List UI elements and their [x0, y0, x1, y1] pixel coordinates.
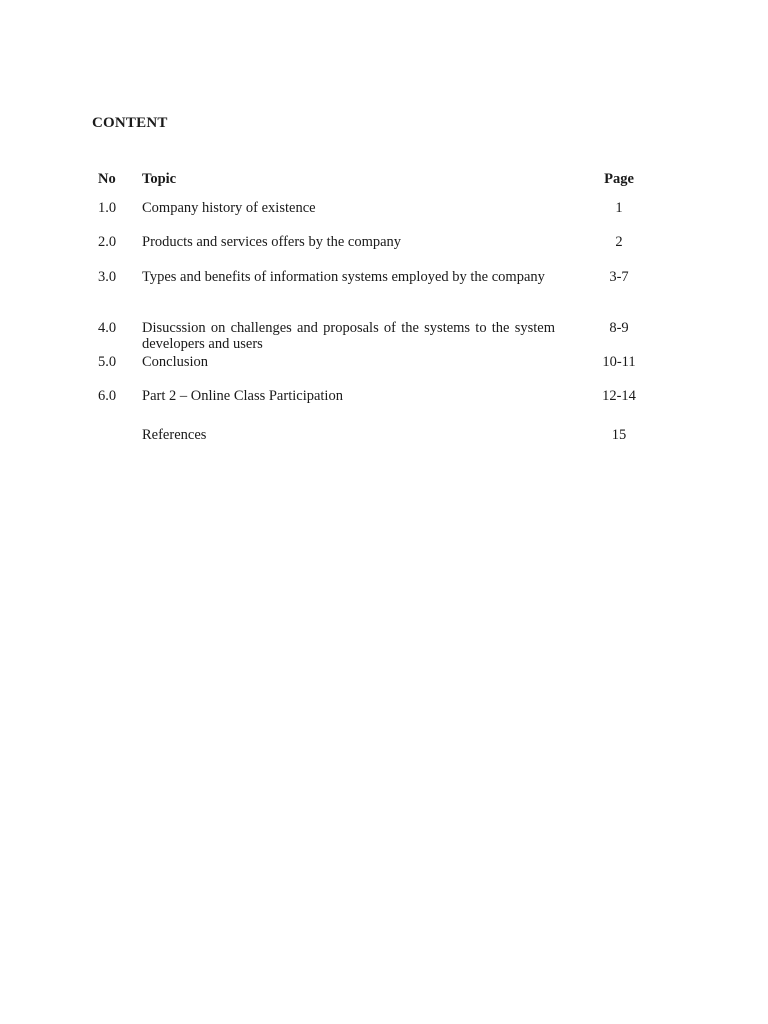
toc-topic: Types and benefits of information systems employed by the company — [142, 269, 545, 285]
toc-page: 12-14 — [602, 388, 636, 404]
toc-topic: Disucssion on challenges and proposals of the systems to the system developers and users — [142, 320, 555, 352]
toc-number: 5.0 — [98, 354, 117, 370]
toc-topic: Company history of existence — [142, 200, 316, 216]
toc-page: 8-9 — [609, 320, 629, 336]
column-header-no: No — [98, 171, 116, 187]
toc-page: 3-7 — [609, 269, 629, 285]
column-header-page: Page — [604, 171, 634, 187]
toc-topic: References — [142, 427, 207, 443]
toc-number: 2.0 — [98, 234, 117, 250]
toc-page: 15 — [611, 427, 627, 443]
toc-topic: Conclusion — [142, 354, 209, 370]
content-heading: CONTENT — [92, 115, 168, 131]
toc-number: 1.0 — [98, 200, 117, 216]
toc-number: 4.0 — [98, 320, 117, 336]
toc-page: 2 — [615, 234, 623, 250]
toc-number: 6.0 — [98, 388, 117, 404]
toc-topic: Part 2 – Online Class Participation — [142, 388, 343, 404]
toc-page: 10-11 — [602, 354, 636, 370]
toc-number: 3.0 — [98, 269, 117, 285]
toc-topic: Products and services offers by the company — [142, 234, 402, 250]
toc-page: 1 — [615, 200, 623, 216]
column-header-topic: Topic — [142, 171, 177, 187]
